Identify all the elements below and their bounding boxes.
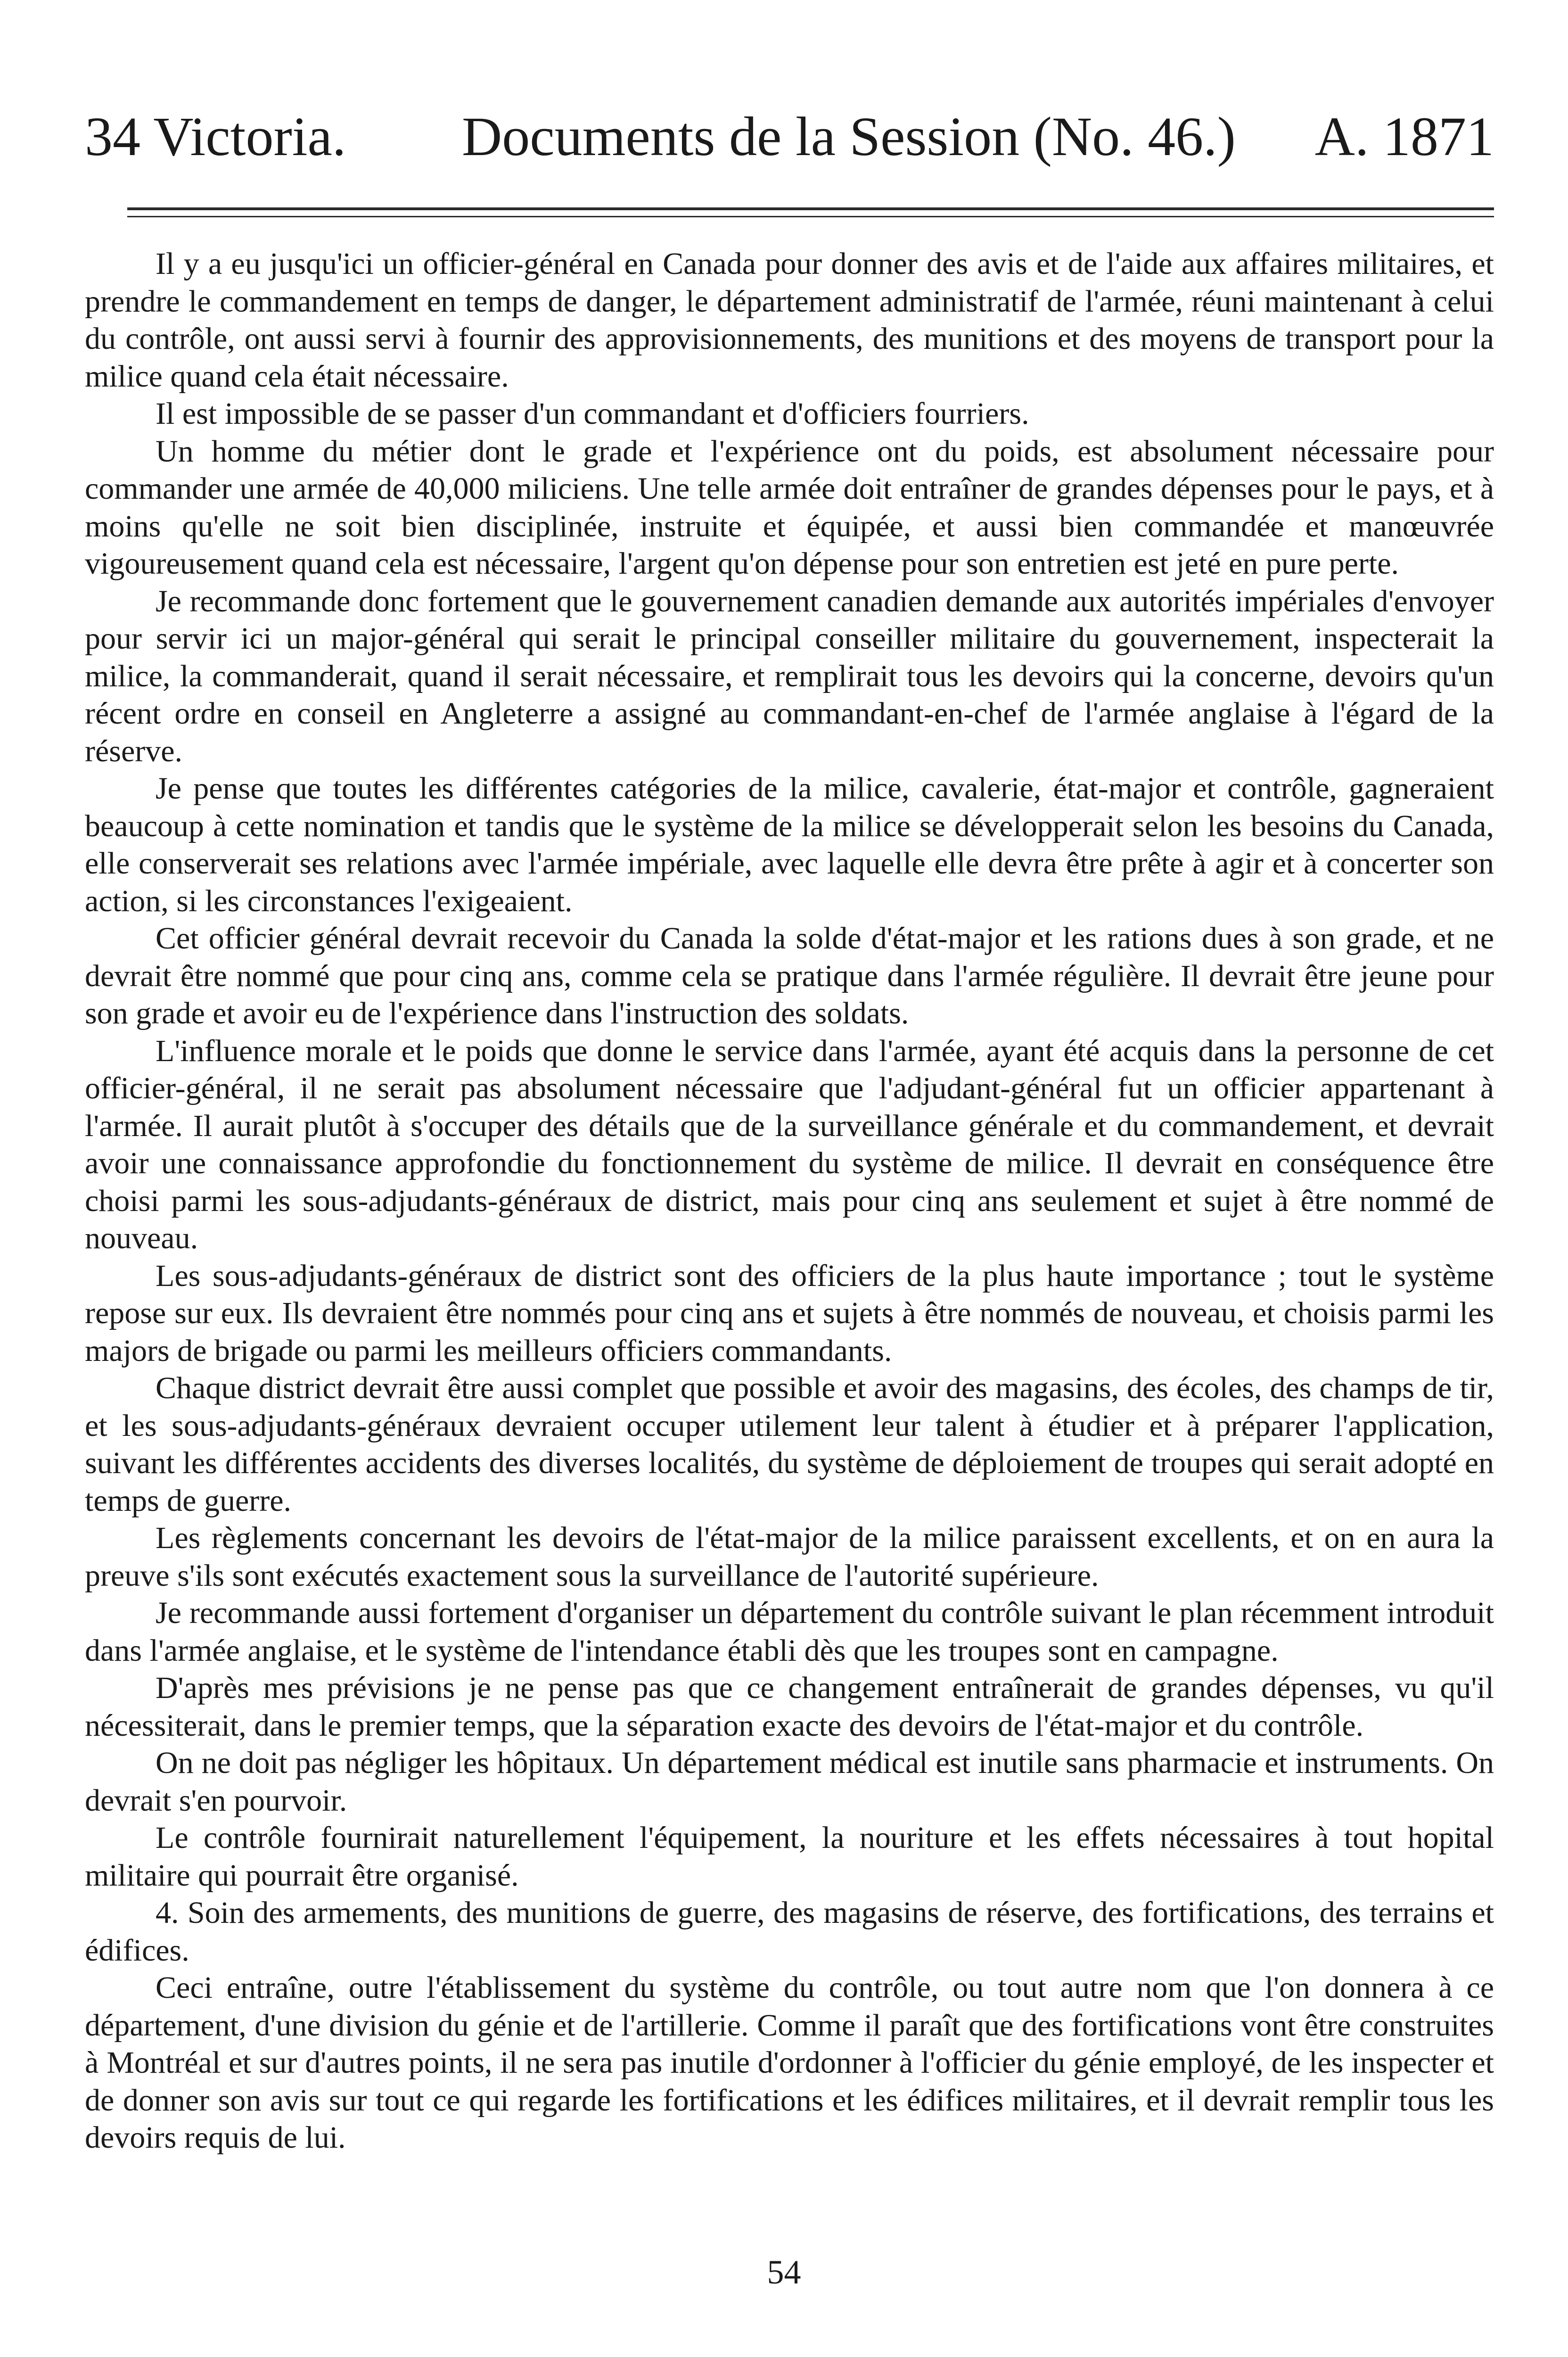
header-title: Documents de la Session (No. 46.) [462,106,1236,167]
paragraph: Je recommande aussi fortement d'organiser un département du contrôle suivant le plan récemment introduit dans l'armée anglaise, et le système de l'intendance établi dès que les troupes sont en campagne. [85,1596,1494,1668]
body-text [85,245,1494,2157]
paragraph: Je pense que toutes les différentes catégories de la milice, cavalerie, état-major et contrôle, gagneraient beaucoup à cette nomination et tandis que le système de la milice se développerait selon les besoins du Canada, elle conserverait ses relations avec l'armée impériale, avec laquelle elle devra être prête à agir et à concerter son action, si les circonstances l'exigeaient. [85,771,1494,918]
page-header [85,101,1494,172]
paragraph: Il est impossible de se passer d'un commandant et d'officiers fourriers. [156,396,1029,431]
paragraph: L'influence morale et le poids que donne le service dans l'armée, ayant été acquis dans la personne de cet officier-général, il ne serait pas absolument nécessaire que l'adjudant-général fut un officier appartenant à l'armée. Il aurait plutôt à s'occuper des détails que de la surveillance générale et du commandement, et devrait avoir une connaissance approfondie du fonctionnement du système de milice. Il devrait en conséquence être choisi parmi les sous-adjudants-généraux de district, mais pour cinq ans seulement et sujet à être nommé de nouveau. [85,1033,1494,1255]
page-number: 54 [767,2253,801,2291]
paragraph: 4. Soin des armements, des munitions de guerre, des magasins de réserve, des fortifications, des terrains et édifices. [85,1895,1494,1968]
header-rule-thick [127,207,1494,210]
header-volume: 34 Victoria. [85,106,346,167]
paragraph: Il y a eu jusqu'ici un officier-général en Canada pour donner des avis et de l'aide aux affaires militaires, et prendre le commandement en temps de danger, le département administratif de l'armée, réuni maintenant à celui du contrôle, ont aussi servi à fournir des approvisionnements, des munitions et des moyens de transport pour la milice quand cela était nécessaire. [85,247,1494,394]
paragraph: Cet officier général devrait recevoir du Canada la solde d'état-major et les rations dues à son grade, et ne devrait être nommé que pour cinq ans, comme cela se pratique dans l'armée régulière. Il devrait être jeune pour son grade et avoir eu de l'expérience dans l'instruction des soldats. [85,921,1494,1030]
paragraph: Chaque district devrait être aussi complet que possible et avoir des magasins, des écoles, des champs de tir, et les sous-adjudants-généraux devraient occuper utilement leur talent à étudier et à préparer l'application, suivant les différentes accidents des diverses localités, du système de déploiement de troupes qui serait adopté en temps de guerre. [85,1371,1494,1518]
header-series: A. 1871 [1314,106,1494,167]
paragraph: Les règlements concernant les devoirs de l'état-major de la milice paraissent excellents, et on en aura la preuve s'ils sont exécutés exactement sous la surveillance de l'autorité supérieure. [85,1521,1494,1593]
header-rule-thin [127,216,1494,217]
paragraph: Ceci entraîne, outre l'établissement du système du contrôle, ou tout autre nom que l'on donnera à ce département, d'une division du génie et de l'artillerie. Comme il paraît que des fortifications vont être construites à Montréal et sur d'autres points, il ne sera pas inutile d'ordonner à l'officier du génie employé, de les inspecter et de donner son avis sur tout ce qui regarde les fortifications et les édifices militaires, et il devrait remplir tous les devoirs requis de lui. [85,1970,1494,2155]
paragraph: Le contrôle fournirait naturellement l'équipement, la nouriture et les effets nécessaires à tout hopital militaire qui pourrait être organisé. [85,1821,1494,1893]
paragraph: On ne doit pas négliger les hôpitaux. Un département médical est inutile sans pharmacie et instruments. On devrait s'en pourvoir. [85,1746,1494,1818]
paragraph: Un homme du métier dont le grade et l'expérience ont du poids, est absolument nécessaire pour commander une armée de 40,000 miliciens. Une telle armée doit entraîner de grandes dépenses pour le pays, et à moins qu'elle ne soit bien disciplinée, instruite et équipée, et aussi bien commandée et manœuvrée vigoureusement quand cela est nécessaire, l'argent qu'on dépense pour son entretien est jeté en pure perte. [85,434,1494,581]
paragraph: Je recommande donc fortement que le gouvernement canadien demande aux autorités impériales d'envoyer pour servir ici un major-général qui serait le principal conseiller militaire du gouvernement, inspecterait la milice, la commanderait, quand il serait nécessaire, et remplirait tous les devoirs qui la concerne, devoirs qu'un récent ordre en conseil en Angleterre a assigné au commandant-en-chef de l'armée anglaise à l'égard de la réserve. [85,584,1494,768]
paragraph: Les sous-adjudants-généraux de district sont des officiers de la plus haute importance ; tout le système repose sur eux. Ils devraient être nommés pour cinq ans et sujets à être nommés de nouveau, et choisis parmi les majors de brigade ou parmi les meilleurs officiers commandants. [85,1258,1494,1368]
paragraph: D'après mes prévisions je ne pense pas que ce changement entraînerait de grandes dépenses, vu qu'il nécessiterait, dans le premier temps, que la séparation exacte des devoirs de l'état-major et du contrôle. [85,1671,1494,1743]
